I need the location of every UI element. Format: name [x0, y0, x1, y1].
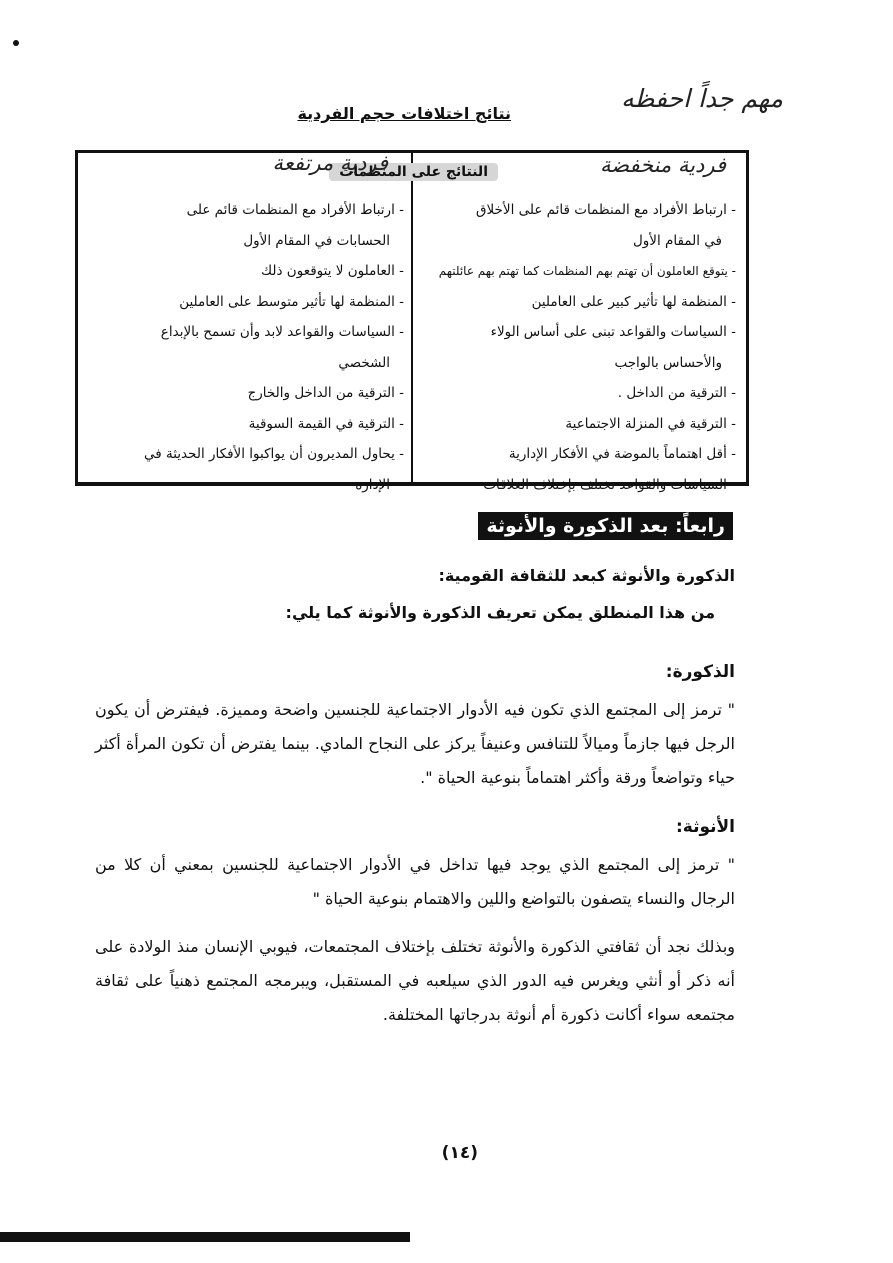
- section-heading: رابعاً: بعد الذكورة والأنوثة: [478, 512, 733, 540]
- scan-speck: [13, 40, 19, 46]
- table-cell: - ارتباط الأفراد مع المنظمات قائم على: [186, 202, 404, 218]
- table-cell: - العاملون لا يتوقعون ذلك: [261, 263, 404, 279]
- table-cell: الإدارة: [355, 476, 390, 493]
- table-cell: - السياسات والقواعد لابد وأن تسمح بالإبداع: [160, 324, 404, 340]
- table-column-divider: [411, 153, 413, 482]
- conclusion-paragraph: وبذلك نجد أن ثقافتي الذكورة والأنوثة تختلف بإختلاف المجتمعات، فيوبي الإنسان منذ الولادة على أنه ذكر أو أنثي ويغرس فيه الدور الذي سيلعبه في المستقبل، ويبرمجه المجتمع ذهنياً على ثقافة مجتمعه سواء أكانت ذكورة أم أنوثة بدرجاتها المختلفة.: [95, 937, 735, 1024]
- table-cell: - السياسات والقواعد تختلف بإختلاف العلاقات: [483, 476, 736, 493]
- table-cell: - أقل اهتماماً بالموضة في الأفكار الإدارية: [508, 446, 736, 462]
- table-cell: الشخصي: [338, 354, 390, 371]
- table-cell: - المنظمة لها تأثير متوسط على العاملين: [179, 293, 404, 310]
- femininity-title: الأنوثة:: [675, 817, 735, 837]
- section-subtitle: الذكورة والأنوثة كبعد للثقافة القومية:: [438, 566, 735, 585]
- table-cell: - يحاول المديرون أن يواكبوا الأفكار الحديثة في: [143, 446, 404, 462]
- masculinity-title: الذكورة:: [665, 662, 735, 682]
- table-cell: - الترقية من الداخل .: [617, 385, 736, 401]
- low-individualism-column: [416, 195, 736, 500]
- table-cell: - ارتباط الأفراد مع المنظمات قائم على الأخلاق: [476, 202, 736, 218]
- table-cell: - السياسات والقواعد تبنى على أساس الولاء: [490, 324, 736, 340]
- masculinity-definition: " ترمز إلى المجتمع الذي تكون فيه الأدوار الاجتماعية للجنسين واضحة ومميزة. فيفترض أن يكون الرجل فيها جازماً وميالاً للتنافس وعنيفاً يركز على النجاح المادي. بينما يفترض أن تكون المرأة أكثر حياء وتواضعاً ورقة وأكثر اهتماماً بنوعية الحياة ".: [95, 700, 735, 787]
- header-org-results: النتائج على المنظمات: [329, 163, 498, 181]
- table-cell: - يتوقع العاملون أن تهتم بهم المنظمات كما تهتم بهم عائلتهم: [438, 264, 736, 278]
- table-title: نتائج اختلافات حجم الفردية: [297, 104, 511, 123]
- handwritten-note: مهم جداً احفظه: [621, 84, 783, 113]
- table-cell: - الترقية من الداخل والخارج: [247, 385, 404, 401]
- individualism-results-table: [75, 150, 749, 493]
- section-intro: من هذا المنطلق يمكن تعريف الذكورة والأنوثة كما يلي:: [285, 603, 715, 622]
- table-cell: - الترقية في القيمة السوقية: [248, 415, 404, 432]
- table-cell: الحسابات في المقام الأول: [243, 232, 390, 249]
- scan-edge-bar: [0, 1232, 410, 1242]
- femininity-definition: " ترمز إلى المجتمع الذي يوجد فيها تداخل في الأدوار الاجتماعية للجنسين بمعني أن كلا من الرجال والنساء يتصفون بالتواضع واللين والاهتمام بنوعية الحياة ": [95, 855, 735, 908]
- page-number: (١٤): [441, 1143, 478, 1163]
- header-low-individualism: فردية منخفضة: [600, 153, 726, 177]
- header-high-individualism: فردية مرتفعة: [272, 151, 388, 175]
- table-cell: والأحساس بالواجب: [614, 354, 722, 371]
- table-cell: في المقام الأول: [632, 232, 722, 249]
- table-cell: - المنظمة لها تأثير كبير على العاملين: [531, 293, 736, 310]
- high-individualism-column: [86, 195, 404, 500]
- table-cell: - الترقية في المنزلة الاجتماعية: [565, 415, 736, 432]
